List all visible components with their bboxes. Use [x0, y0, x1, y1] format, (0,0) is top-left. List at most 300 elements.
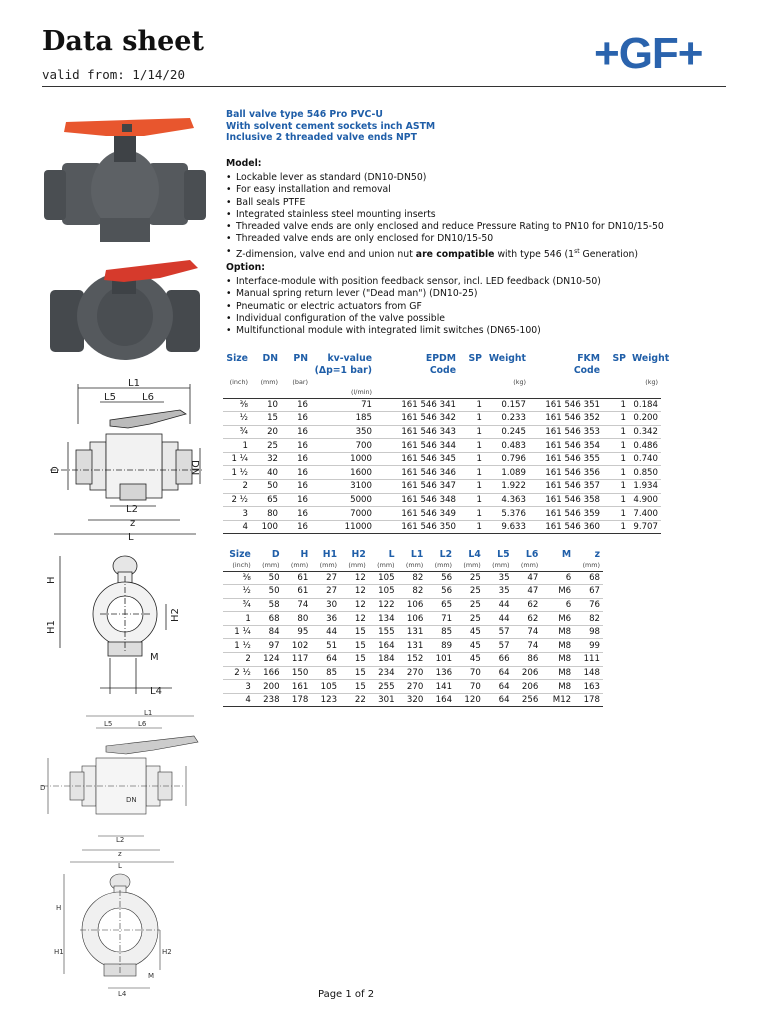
table-cell: 1 [223, 439, 251, 453]
table-cell: 1 [223, 612, 254, 626]
table-cell: 16 [281, 452, 311, 466]
column-header: FKM [577, 352, 600, 364]
table-cell: 64 [311, 653, 340, 667]
table-cell: M8 [541, 666, 574, 680]
column-header [603, 387, 629, 398]
column-header [629, 387, 661, 398]
table-cell: 184 [369, 653, 398, 667]
table-cell: 61 [283, 585, 312, 599]
table-cell: 68 [254, 612, 283, 626]
table-cell: 161 546 347 [375, 480, 459, 494]
superscript: st [574, 247, 580, 255]
table-cell: 124 [254, 653, 283, 667]
table-cell: 36 [311, 612, 340, 626]
table-cell: 97 [254, 639, 283, 653]
table-row [223, 466, 661, 480]
table-cell: 350 [311, 425, 375, 439]
table-cell: 10 [251, 398, 281, 412]
table-cell: 1 [603, 466, 629, 480]
table-row [223, 507, 661, 521]
label-l1: L1 [128, 378, 140, 389]
table-cell: 16 [281, 493, 311, 507]
table-cell: 12 [340, 612, 369, 626]
column-header: Code [573, 364, 600, 376]
dimension-drawing-front-alt [50, 870, 190, 1000]
table-cell: 15 [340, 653, 369, 667]
column-header: (mm) [405, 561, 424, 570]
valve-photo-red-lever [40, 254, 210, 374]
table-cell: 178 [283, 693, 312, 707]
column-header: (Δp=1 bar) [314, 364, 372, 376]
table-cell: 57 [484, 625, 513, 639]
table-cell: 122 [369, 598, 398, 612]
table-cell: 148 [574, 666, 603, 680]
column-header [459, 364, 485, 376]
column-header: L [388, 548, 395, 560]
column-header [603, 364, 629, 376]
table-cell: 123 [311, 693, 340, 707]
table-cell: 11000 [311, 520, 375, 534]
table-cell: 27 [311, 571, 340, 585]
table-cell: 700 [311, 439, 375, 453]
column-header: H [300, 548, 309, 560]
label-l4: L4 [150, 686, 162, 697]
table-cell: 164 [426, 693, 455, 707]
table-cell: 56 [426, 585, 455, 599]
table-cell: 80 [283, 612, 312, 626]
table-cell: 16 [281, 507, 311, 521]
table-cell: 20 [251, 425, 281, 439]
table-row [223, 571, 603, 585]
dimension-drawing-front [40, 548, 210, 708]
table-cell: 0.483 [485, 439, 529, 453]
header-row [223, 548, 603, 560]
specification-table [223, 352, 670, 534]
table-cell: 270 [398, 666, 427, 680]
column-header: DN [262, 352, 278, 364]
table-cell: ¾ [223, 598, 254, 612]
table-cell: 16 [281, 480, 311, 494]
column-header: M [561, 548, 572, 560]
column-header: (mm) [582, 561, 600, 570]
table-cell: 134 [369, 612, 398, 626]
model-list [226, 172, 664, 261]
column-header: (kg) [513, 377, 526, 386]
table-cell: 105 [311, 680, 340, 694]
table-cell: 9.633 [485, 520, 529, 534]
column-header: (mm) [348, 561, 366, 570]
column-header [251, 387, 281, 398]
column-header: (mm) [492, 561, 510, 570]
table-cell: 1 [603, 507, 629, 521]
table-cell: 4.363 [485, 493, 529, 507]
table-cell: 256 [513, 693, 542, 707]
table-cell: 1 ¼ [223, 452, 251, 466]
table-cell: 161 546 359 [529, 507, 603, 521]
intro-line: Ball valve type 546 Pro PVC-U [226, 109, 383, 120]
table-cell: 16 [281, 425, 311, 439]
column-header: L2 [439, 548, 453, 560]
model-item: • Ball seals PTFE [226, 197, 664, 209]
table-cell: 155 [369, 625, 398, 639]
table-cell: 16 [281, 398, 311, 412]
table-cell: 16 [281, 439, 311, 453]
table-cell: 3100 [311, 480, 375, 494]
label-l5-alt: L5 [104, 720, 113, 728]
table-cell: 56 [426, 571, 455, 585]
table-cell: 82 [574, 612, 603, 626]
table-cell: 95 [283, 625, 312, 639]
label-h: H [46, 576, 57, 584]
table-cell: 117 [283, 653, 312, 667]
column-header [629, 364, 661, 376]
table-cell: 1.089 [485, 466, 529, 480]
column-header: (mm) [434, 561, 453, 570]
table-cell: 61 [283, 571, 312, 585]
table-cell: 0.157 [485, 398, 529, 412]
label-l-alt: L [118, 862, 122, 870]
label-h2: H2 [170, 608, 181, 622]
table-cell: 1000 [311, 452, 375, 466]
table-cell: 105 [369, 585, 398, 599]
column-header: H2 [351, 548, 366, 560]
table-cell: 6 [541, 571, 574, 585]
label-l1-alt: L1 [144, 710, 153, 717]
table-cell: 1 [603, 493, 629, 507]
model-item: • For easy installation and removal [226, 184, 664, 196]
table-cell: 5000 [311, 493, 375, 507]
table-cell: 270 [398, 680, 427, 694]
table-cell: 58 [254, 598, 283, 612]
table-cell: 141 [426, 680, 455, 694]
table-cell: 82 [398, 585, 427, 599]
header-row [223, 352, 661, 364]
table-cell: M6 [541, 612, 574, 626]
table-cell: 234 [369, 666, 398, 680]
table-row [223, 585, 603, 599]
column-header: Size [229, 548, 251, 560]
column-header [485, 387, 529, 398]
table-cell: 9.707 [629, 520, 661, 534]
column-header [223, 364, 251, 376]
label-h1: H1 [46, 620, 57, 634]
table-cell: 4 [223, 520, 251, 534]
table-cell: 0.200 [629, 412, 661, 426]
table-cell: 161 546 351 [529, 398, 603, 412]
table-cell: 161 546 354 [529, 439, 603, 453]
table-cell: 2 ½ [223, 493, 251, 507]
table-cell: 185 [311, 412, 375, 426]
table-cell: 161 546 345 [375, 452, 459, 466]
table-row [223, 598, 603, 612]
column-header: L4 [468, 548, 481, 560]
table-cell: 76 [574, 598, 603, 612]
table-cell: 161 546 353 [529, 425, 603, 439]
table-cell: 50 [254, 571, 283, 585]
table-cell: 35 [484, 585, 513, 599]
table-cell: 1 [459, 507, 485, 521]
table-cell: 102 [283, 639, 312, 653]
table-cell: 44 [484, 612, 513, 626]
table-cell: 15 [251, 412, 281, 426]
model-item: • Threaded valve ends are only enclosed for DN10/15-50 [226, 233, 664, 245]
option-item: • Manual spring return lever ("Dead man") (DN10-25) [226, 288, 601, 300]
table-cell: 161 546 348 [375, 493, 459, 507]
table-cell: 44 [311, 625, 340, 639]
table-cell: ⅜ [223, 571, 254, 585]
table-row [223, 480, 661, 494]
table-cell: 16 [281, 412, 311, 426]
table-cell: 106 [398, 612, 427, 626]
table-cell: 3 [223, 680, 254, 694]
label-z: z [130, 518, 136, 529]
table-cell: 200 [254, 680, 283, 694]
label-dn: DN [189, 460, 200, 476]
column-header: L5 [497, 548, 510, 560]
dimensions-table [223, 548, 603, 707]
table-cell: 0.796 [485, 452, 529, 466]
table-cell: 161 [283, 680, 312, 694]
table-cell: 105 [369, 571, 398, 585]
column-header: (mm) [463, 561, 481, 570]
table-cell: 0.233 [485, 412, 529, 426]
column-header: (bar) [292, 377, 308, 386]
column-header: (inch) [229, 377, 248, 386]
table-cell: 15 [340, 680, 369, 694]
table-cell: 82 [398, 571, 427, 585]
table-cell: 85 [426, 625, 455, 639]
valve-photo-orange-lever [40, 108, 210, 248]
table-cell: 64 [484, 666, 513, 680]
table-cell: 27 [311, 585, 340, 599]
label-h-alt: H [56, 904, 62, 912]
table-cell: 1 [459, 480, 485, 494]
column-header [251, 364, 281, 376]
label-d-alt: D [40, 784, 46, 792]
table-row [223, 439, 661, 453]
column-header [485, 364, 529, 376]
table-row [223, 625, 603, 639]
table-cell: 71 [311, 398, 375, 412]
table-cell: 4.900 [629, 493, 661, 507]
table-cell: M8 [541, 639, 574, 653]
column-header [459, 376, 485, 387]
column-header: z [594, 548, 600, 560]
table-cell: 74 [283, 598, 312, 612]
table-cell: 84 [254, 625, 283, 639]
label-h2-alt: H2 [162, 948, 172, 956]
table-cell: 98 [574, 625, 603, 639]
page-title: Data sheet [42, 26, 204, 57]
option-item: • Interface-module with position feedback sensor, incl. LED feedback (DN10-50) [226, 276, 601, 288]
table-row [223, 425, 661, 439]
column-header: L6 [525, 548, 539, 560]
table-cell: 1 [459, 425, 485, 439]
table-cell: 166 [254, 666, 283, 680]
table-cell: 99 [574, 639, 603, 653]
column-header: SP [468, 352, 482, 364]
table-cell: 74 [513, 639, 542, 653]
table-cell: 152 [398, 653, 427, 667]
table-cell: 89 [426, 639, 455, 653]
table-row [223, 452, 661, 466]
table-cell: 0.245 [485, 425, 529, 439]
table-cell: 57 [484, 639, 513, 653]
table-row [223, 680, 603, 694]
table-cell: 150 [283, 666, 312, 680]
table-cell: 12 [340, 598, 369, 612]
column-header: Size [226, 352, 248, 364]
table-cell: 7.400 [629, 507, 661, 521]
table-cell: 1 [459, 452, 485, 466]
table-cell: 301 [369, 693, 398, 707]
column-header [459, 387, 485, 398]
table-cell: 1 [459, 398, 485, 412]
table-cell: 45 [455, 639, 484, 653]
table-cell: 4 [223, 693, 254, 707]
table-cell: 7000 [311, 507, 375, 521]
column-header [541, 560, 574, 571]
model-item [226, 246, 664, 261]
table-cell: 161 546 356 [529, 466, 603, 480]
column-header: Weight [632, 352, 670, 364]
table-cell: 0.486 [629, 439, 661, 453]
table-cell: ½ [223, 585, 254, 599]
model-item-text: with type 546 (1 [494, 248, 575, 260]
column-header: PN [293, 352, 308, 364]
column-header [375, 376, 459, 387]
table-cell: 161 546 342 [375, 412, 459, 426]
intro-line: Inclusive 2 threaded valve ends NPT [226, 132, 417, 144]
table-cell: 1600 [311, 466, 375, 480]
table-cell: 12 [340, 571, 369, 585]
table-cell: 5.376 [485, 507, 529, 521]
table-cell: 101 [426, 653, 455, 667]
gf-logo: +GF+ [594, 29, 703, 78]
table-cell: 206 [513, 666, 542, 680]
column-header: (mm) [290, 561, 309, 570]
option-item: • Individual configuration of the valve possible [226, 313, 601, 325]
table-cell: 106 [398, 598, 427, 612]
table-cell: M12 [541, 693, 574, 707]
label-l4-alt: L4 [118, 990, 127, 998]
valid-from-date: valid from: 1/14/20 [42, 67, 185, 82]
model-item-bold: are compatible [415, 248, 495, 260]
page-number: Page 1 of 2 [318, 989, 375, 1000]
label-z-alt: z [118, 850, 122, 858]
label-l6: L6 [142, 392, 154, 403]
column-header [603, 376, 629, 387]
column-header: (kg) [645, 377, 658, 386]
table-cell: 71 [426, 612, 455, 626]
column-header: (mm) [260, 377, 278, 386]
table-cell: M8 [541, 680, 574, 694]
table-row [223, 493, 661, 507]
table-cell: 120 [455, 693, 484, 707]
table-cell: 1 [459, 520, 485, 534]
table-cell: 51 [311, 639, 340, 653]
model-item: • Integrated stainless steel mounting inserts [226, 209, 664, 221]
table-cell: 136 [426, 666, 455, 680]
table-cell: 1 [603, 480, 629, 494]
table-cell: 70 [455, 666, 484, 680]
table-cell: 2 [223, 653, 254, 667]
table-row [223, 520, 661, 534]
table-cell: 30 [311, 598, 340, 612]
table-cell: ½ [223, 412, 251, 426]
product-intro [226, 109, 435, 144]
table-cell: 163 [574, 680, 603, 694]
table-row [223, 653, 603, 667]
column-header [281, 364, 311, 376]
column-header: (mm) [262, 561, 280, 570]
label-m-alt: M [148, 972, 155, 980]
table-cell: 62 [513, 612, 542, 626]
model-item-text: Generation) [579, 248, 639, 260]
table-cell: 67 [574, 585, 603, 599]
column-header: Weight [488, 352, 526, 364]
column-header [311, 376, 375, 387]
option-item: • Multifunctional module with integrated limit switches (DN65-100) [226, 325, 601, 337]
table-cell: 65 [251, 493, 281, 507]
column-header: EPDM [425, 352, 456, 364]
table-cell: 25 [455, 612, 484, 626]
table-cell: 15 [340, 625, 369, 639]
table-cell: 3 [223, 507, 251, 521]
column-header [375, 387, 459, 398]
table-cell: 64 [484, 680, 513, 694]
table-cell: 25 [251, 439, 281, 453]
table-cell: 161 546 355 [529, 452, 603, 466]
table-cell: 35 [484, 571, 513, 585]
table-cell: ¾ [223, 425, 251, 439]
table-cell: 25 [455, 571, 484, 585]
table-cell: 15 [340, 639, 369, 653]
model-item: • Threaded valve ends are only enclosed and reduce Pressure Rating to PN10 for DN10/15-50 [226, 221, 664, 233]
table-cell: 1 ½ [223, 466, 251, 480]
dimension-drawing-side-alt [34, 710, 210, 870]
table-cell: 65 [426, 598, 455, 612]
table-cell: 47 [513, 585, 542, 599]
table-row [223, 398, 661, 412]
table-cell: 255 [369, 680, 398, 694]
header-row [223, 560, 603, 571]
table-cell: 161 546 358 [529, 493, 603, 507]
dimension-drawing-side [40, 376, 210, 544]
table-cell: 50 [251, 480, 281, 494]
column-header: Code [429, 364, 456, 376]
table-cell: 161 546 352 [529, 412, 603, 426]
table-cell: 16 [281, 466, 311, 480]
table-cell: M8 [541, 653, 574, 667]
column-header: H1 [322, 548, 338, 560]
table-cell: 1 [459, 412, 485, 426]
option-heading: Option: [226, 262, 265, 273]
model-heading: Model: [226, 158, 262, 169]
column-header: (l/min) [351, 388, 372, 397]
table-cell: 2 ½ [223, 666, 254, 680]
header-row [223, 387, 661, 398]
table-cell: 70 [455, 680, 484, 694]
column-header [281, 387, 311, 398]
table-cell: 161 546 360 [529, 520, 603, 534]
table-cell: 1 [603, 425, 629, 439]
table-cell: 161 546 344 [375, 439, 459, 453]
label-m: M [150, 652, 159, 663]
table-cell: 45 [455, 653, 484, 667]
option-item: • Pneumatic or electric actuators from GF [226, 301, 601, 313]
table-cell: 16 [281, 520, 311, 534]
